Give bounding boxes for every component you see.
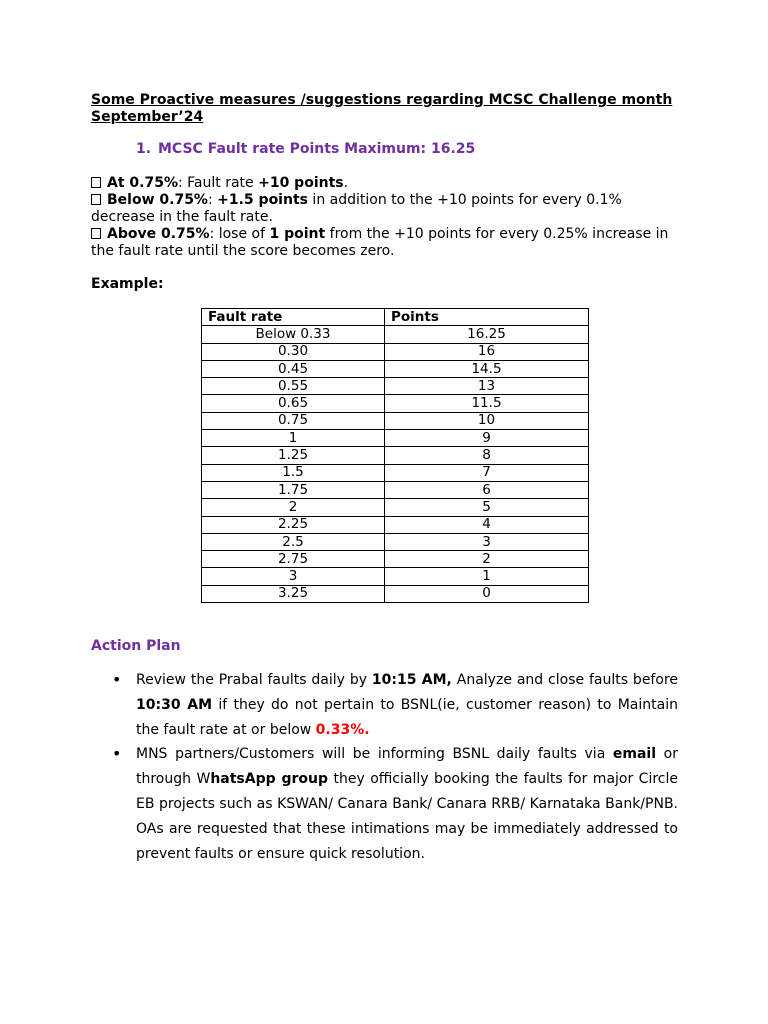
bullet-text: Analyze and close faults before [451,672,678,688]
table-row [202,585,589,602]
cell-fault-rate: 1.25 [202,447,385,464]
bullet-text: . [364,721,370,738]
bullet-bold: 10:15 AM, [371,672,452,688]
rule-text: . [343,175,349,191]
cell-points: 16 [385,343,589,360]
rule-points: 1 point [269,226,326,242]
rule-text: : Fault rate [177,175,259,191]
cell-fault-rate: 3.25 [202,585,385,602]
table-row [202,343,589,360]
rule-label: Above 0.75% [107,226,210,242]
table-row [202,430,589,447]
cell-points: 8 [385,447,589,464]
table-row [202,499,589,516]
cell-points: 1 [385,568,589,585]
cell-points: 11.5 [385,395,589,412]
section-heading-text: MCSC Fault rate Points Maximum: 16.25 [158,141,476,157]
cell-fault-rate: 1.75 [202,481,385,498]
checkbox-glyph-icon [91,194,101,205]
header-points: Points [385,309,589,326]
table-row [202,447,589,464]
cell-fault-rate: 0.55 [202,378,385,395]
bullet-icon: • [112,744,122,764]
table-row [202,464,589,481]
example-label: Example: [91,276,164,292]
table-row [202,516,589,533]
rule-above [91,226,681,260]
cell-points: 6 [385,481,589,498]
table-row [202,533,589,550]
rule-label: At 0.75% [107,175,178,191]
cell-points: 4 [385,516,589,533]
table-row [202,395,589,412]
cell-points: 16.25 [385,326,589,343]
bullet-bold: email [612,746,657,763]
target-rate: 0.33% [315,721,365,738]
cell-fault-rate: 0.30 [202,343,385,360]
document-title: Some Proactive measures /suggestions regarding MCSC Challenge month September’24 [91,92,673,125]
rule-text: : [207,192,218,208]
bullet-text: Review the Prabal faults daily by [136,672,372,688]
table-row [202,412,589,429]
cell-fault-rate: 3 [202,568,385,585]
action-plan-title: Action Plan [91,638,181,654]
cell-points: 7 [385,464,589,481]
section-number: 1. [136,141,152,157]
cell-fault-rate: 2 [202,499,385,516]
bullet-text: or through W [136,746,678,788]
cell-points: 10 [385,412,589,429]
rule-text: from the +10 points for every 0.25% increase in the fault rate until the score becomes zero. [91,226,669,259]
cell-fault-rate: 2.5 [202,533,385,550]
cell-fault-rate: 2.25 [202,516,385,533]
table-row [202,551,589,568]
bullet-icon: • [112,670,122,689]
rule-points: +10 points [258,175,344,191]
cell-fault-rate: 0.75 [202,412,385,429]
cell-fault-rate: 1 [202,430,385,447]
table-header-row [202,309,589,326]
checkbox-glyph-icon [91,177,101,188]
list-item [112,742,678,866]
rule-text: in addition to the +10 points for every 0.1% decrease in the fault rate. [91,192,622,225]
rules-list [91,175,681,260]
rule-text: : lose of [209,226,270,242]
cell-points: 2 [385,551,589,568]
cell-fault-rate: 0.65 [202,395,385,412]
cell-points: 0 [385,585,589,602]
cell-points: 13 [385,378,589,395]
rule-below [91,192,681,226]
bullet-text: if they do not pertain to BSNL(ie, customer reason) to Maintain the fault rate at or below [136,696,678,738]
bullet-bold: 10:30 AM [136,696,213,713]
table-row [202,326,589,343]
table-row [202,568,589,585]
header-fault-rate: Fault rate [202,309,385,326]
rule-at [91,175,681,192]
fault-rate-table [201,308,589,603]
cell-points: 3 [385,533,589,550]
cell-fault-rate: 1.5 [202,464,385,481]
rule-label: Below 0.75% [107,192,208,208]
cell-points: 5 [385,499,589,516]
rule-points: +1.5 points [217,192,308,208]
checkbox-glyph-icon [91,228,101,239]
bullet-bold: hatsApp group [210,771,329,788]
section-heading [136,141,475,157]
cell-fault-rate: 2.75 [202,551,385,568]
table-row [202,360,589,377]
table-row [202,378,589,395]
cell-fault-rate: 0.45 [202,360,385,377]
cell-fault-rate: Below 0.33 [202,326,385,343]
list-item [112,668,678,742]
action-plan-list [112,668,678,866]
cell-points: 14.5 [385,360,589,377]
bullet-text: they officially booking the faults for major Circle EB projects such as KSWAN/ Canara Bank/ Canara RRB/ Karnataka Bank/PNB. OAs are requested that these intimations may be immediately addressed to prevent faults or ensure quick resolution. [136,771,678,862]
bullet-text: MNS partners/Customers will be informing BSNL daily faults via [136,746,613,763]
table-row [202,481,589,498]
cell-points: 9 [385,430,589,447]
